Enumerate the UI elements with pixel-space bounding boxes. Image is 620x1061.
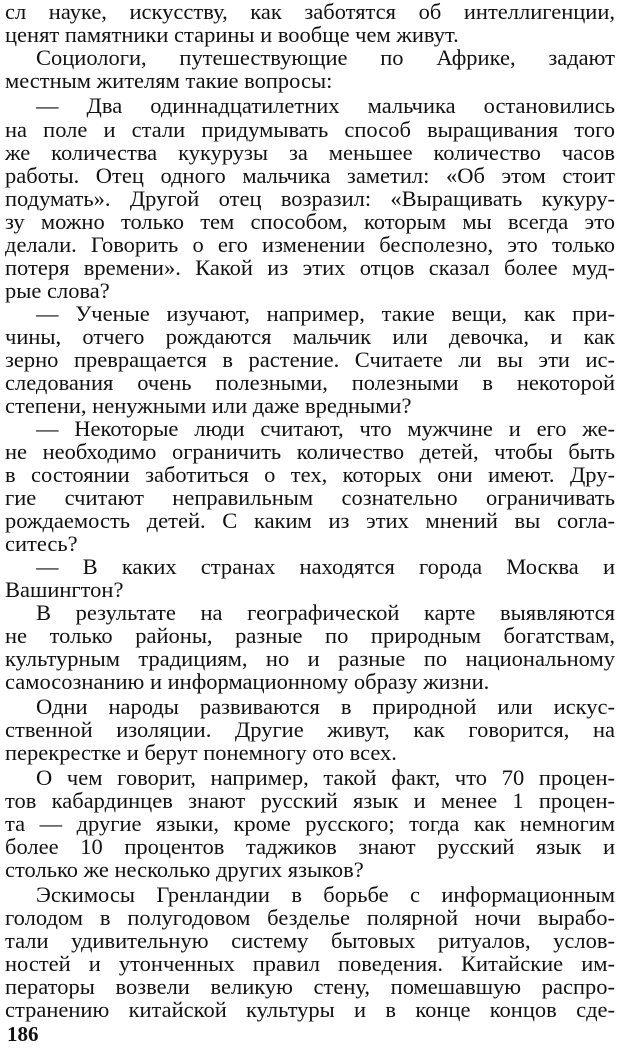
text-line: зерно превращается в растение. Считаете ли вы эти ис- — [5, 347, 615, 372]
text-line: рые слова? — [5, 278, 110, 303]
book-page — [5, 0, 615, 1061]
text-line: столько же несколько других языков? — [5, 857, 364, 882]
text-line: тали удивительную систему бытовых ритуалов, услов- — [5, 928, 615, 953]
text-line: странению китайской культуры и в конце концов сде- — [5, 997, 615, 1022]
text-line: же количества кукурузы за меньшее количество часов — [5, 140, 615, 165]
text-line: местным жителям такие вопросы: — [5, 68, 333, 93]
text-line: голодом в полугодовом безделье полярной ночи вырабо- — [5, 905, 615, 930]
text-line: подумать». Другой отец возразил: «Выращивать кукуру- — [5, 186, 615, 211]
page-number: 186 — [7, 1022, 39, 1046]
text-line: — В каких странах находятся города Москва и — [36, 554, 615, 579]
text-line: не необходимо ограничить количество детей, чтобы быть — [5, 439, 615, 464]
text-line: культурным традициям, но и разные по национальному — [5, 646, 615, 671]
text-line: перекрестке и берут понемногу ото всех. — [5, 740, 397, 765]
text-line: ственной изоляции. Другие живут, как говорится, на — [5, 717, 615, 742]
text-line: в состоянии заботиться о тех, которых они имеют. Дру- — [5, 462, 615, 487]
text-line: зу можно только тем способом, которым мы всегда это — [5, 209, 615, 234]
text-line: самосознанию и информационному образу жизни. — [5, 669, 490, 694]
text-line: на поле и стали придумывать способ выращивания того — [5, 117, 615, 142]
text-line: работы. Отец одного мальчика заметил: «Об этом стоит — [5, 163, 615, 188]
text-line: Одни народы развиваются в природной или искус- — [36, 694, 615, 719]
text-line: — Два одиннадцатилетних мальчика остановились — [36, 93, 615, 118]
text-line: Эскимосы Гренландии в борьбе с информационным — [36, 882, 615, 907]
text-line: степени, ненужными или даже вредными? — [5, 393, 412, 418]
text-line: потеря времени». Какой из этих отцов сказал более муд- — [5, 255, 615, 280]
text-line: — Некоторые люди считают, что мужчине и его же- — [36, 416, 615, 441]
text-line: не только районы, разные по природным богатствам, — [5, 623, 615, 648]
text-line: сл науке, искусству, как заботятся об интеллигенции, — [5, 0, 615, 24]
text-line: гие считают неправильным сознательно ограничивать — [5, 485, 615, 510]
text-line: делали. Говорить о его изменении бесполезно, это только — [5, 232, 615, 257]
text-line: В результате на географической карте выявляются — [36, 600, 615, 625]
text-line: О чем говорит, например, такой факт, что 70 процен- — [36, 765, 615, 790]
text-line: Вашингтон? — [5, 577, 124, 602]
text-line: чины, отчего рождаются мальчик или девочка, и как — [5, 324, 615, 349]
text-line: ностей и утонченных правил поведения. Китайские им- — [5, 951, 615, 976]
text-line: тов кабардинцев знают русский язык и менее 1 процен- — [5, 788, 615, 813]
text-line: следования очень полезными, полезными в некоторой — [5, 370, 615, 395]
text-line: та — другие языки, кроме русского; тогда как немногим — [5, 811, 615, 836]
text-line: ператоры возвели великую стену, помешавшую распро- — [5, 974, 615, 999]
text-line: рождаемость детей. С каким из этих мнений вы согла- — [5, 508, 615, 533]
text-line: ситесь? — [5, 531, 78, 556]
text-line: Социологи, путешествующие по Африке, задают — [36, 45, 615, 70]
text-line: более 10 процентов таджиков знают русский язык и — [5, 834, 615, 859]
text-line: ценят памятники старины и вообще чем живут. — [5, 22, 459, 47]
text-line: — Ученые изучают, например, такие вещи, как при- — [36, 301, 615, 326]
